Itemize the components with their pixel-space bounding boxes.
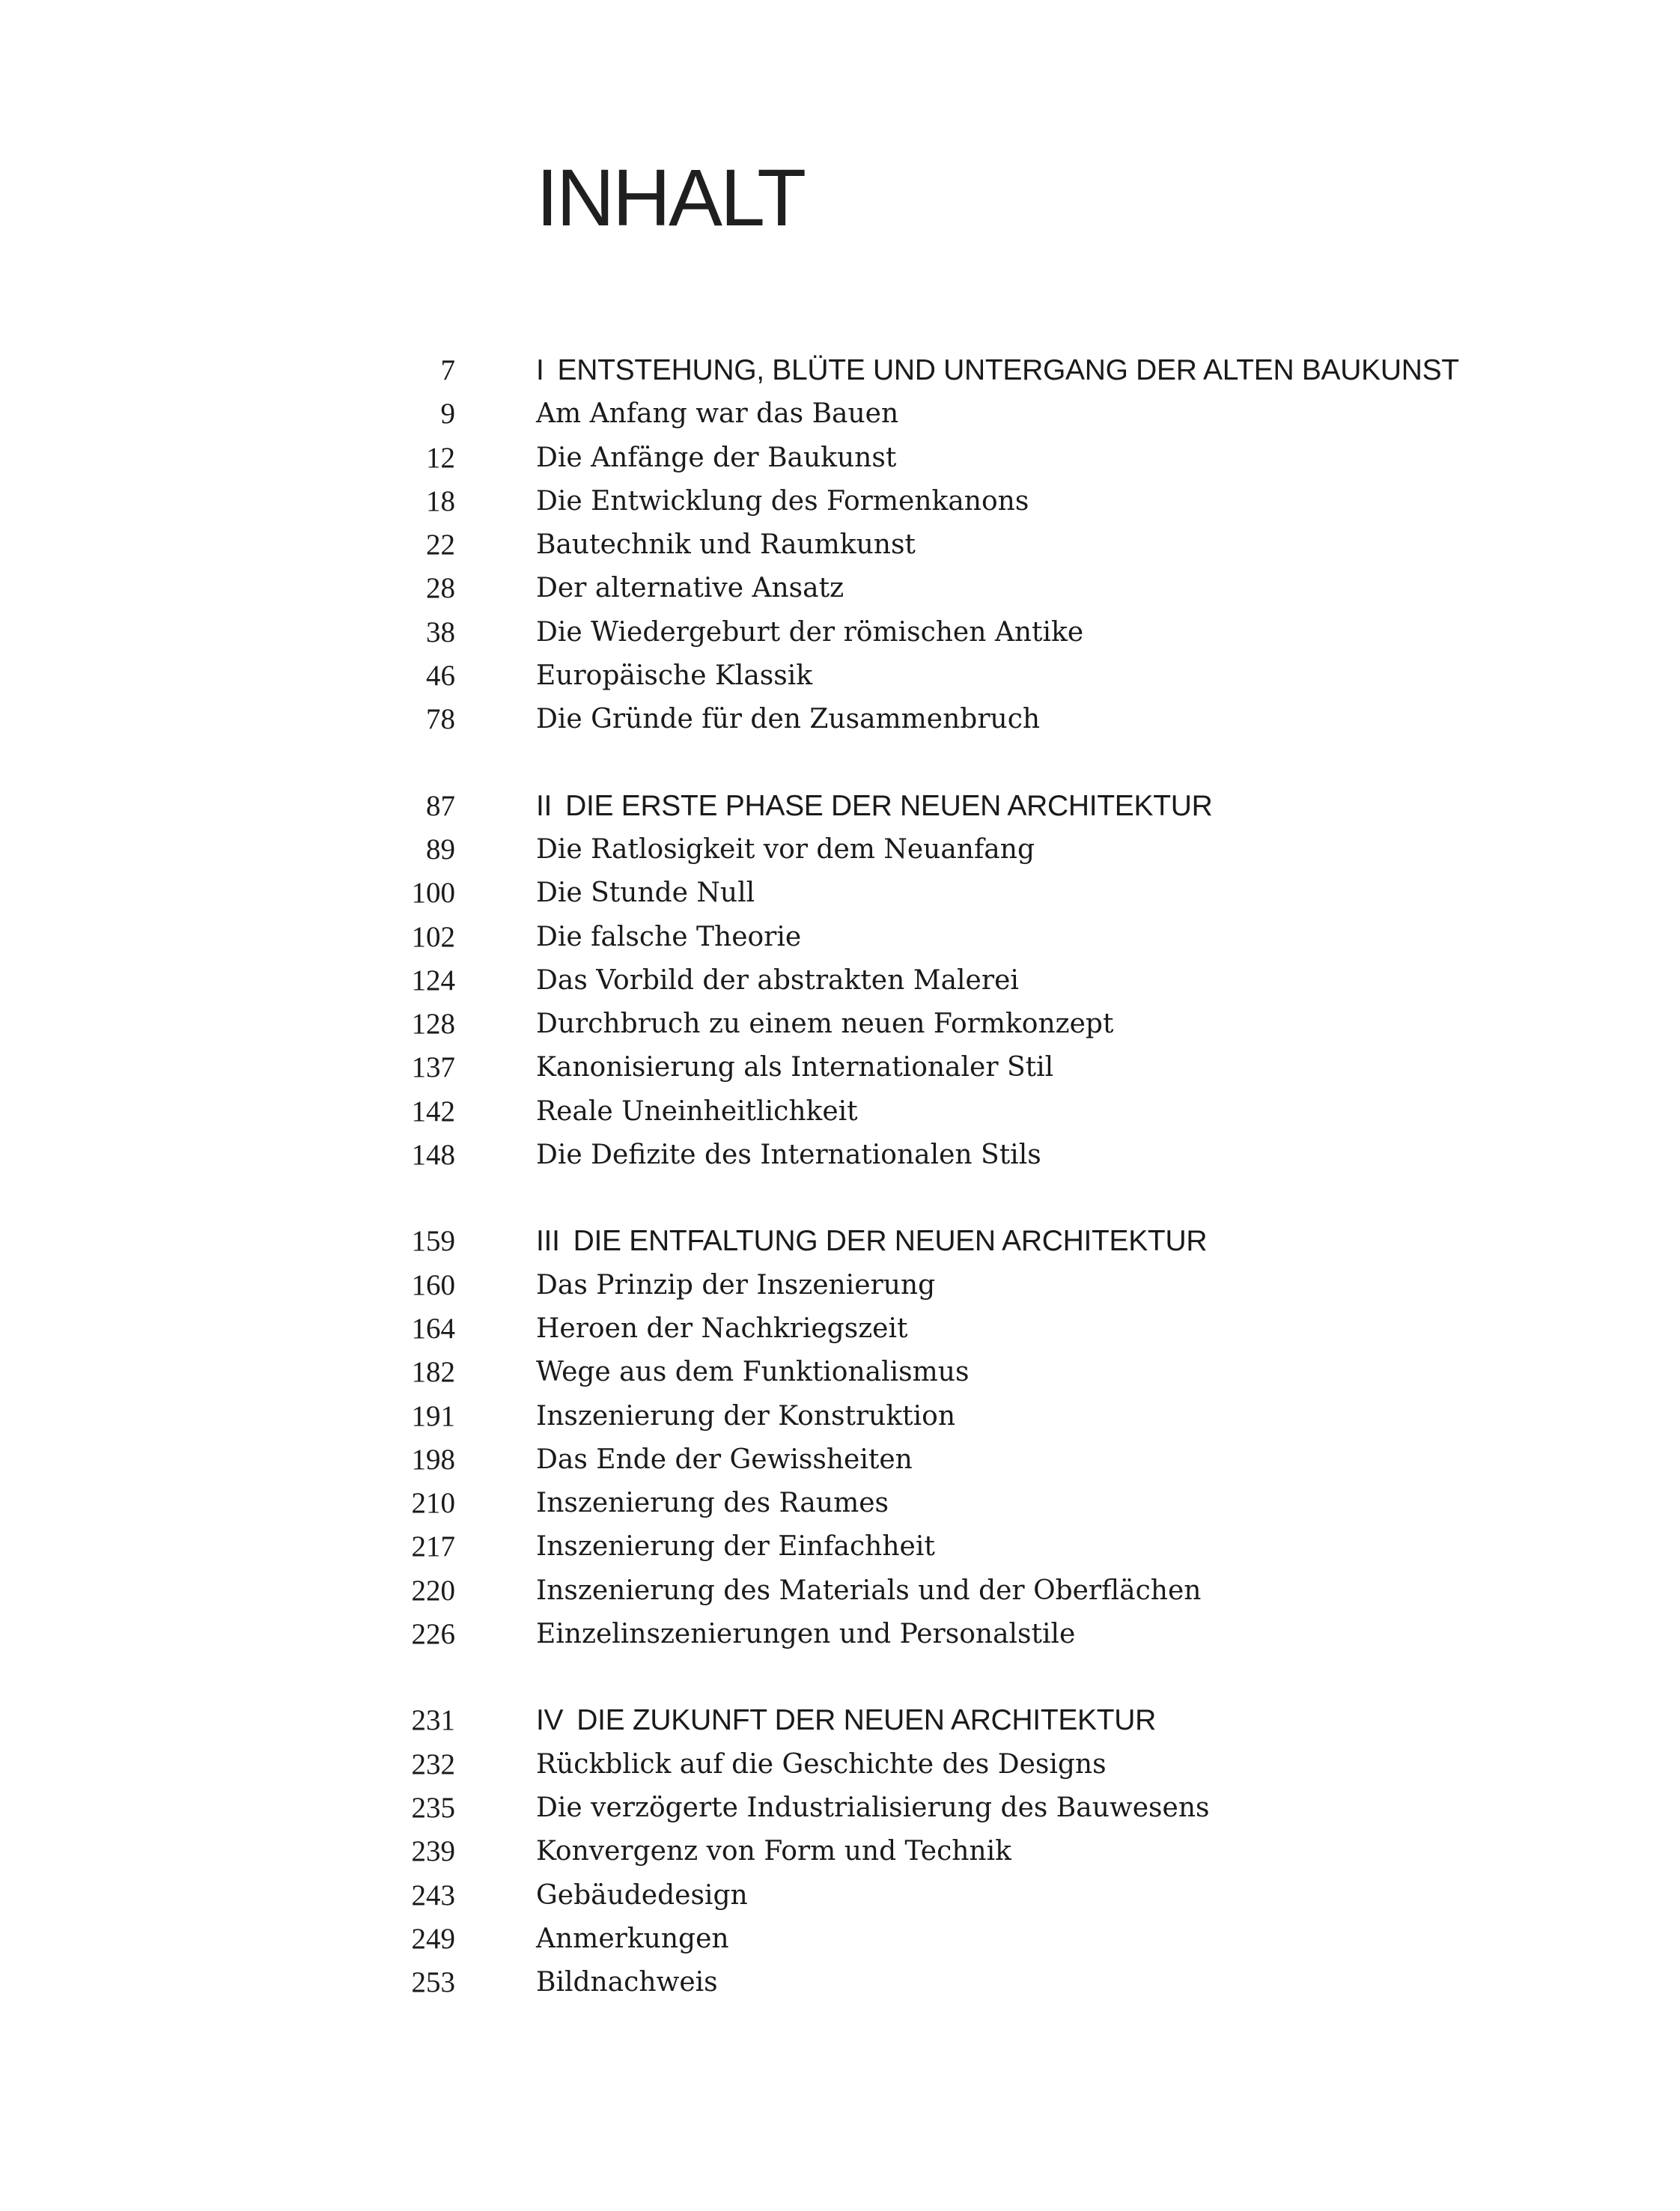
toc-entry[interactable] (0, 1613, 1680, 1656)
section-page-number: 159 (411, 1225, 455, 1258)
entry-page-number: 100 (411, 877, 455, 910)
entry-title: Europäische Klassik (536, 660, 813, 692)
entry-title: Inszenierung der Einfachheit (536, 1531, 935, 1563)
toc-section (0, 1220, 1680, 1656)
entry-title: Kanonisierung als Internationaler Stil (536, 1052, 1054, 1083)
entry-title: Konvergenz von Form und Technik (536, 1836, 1011, 1867)
toc-entry[interactable] (0, 611, 1680, 654)
toc-section (0, 785, 1680, 1178)
entry-page-number: 243 (411, 1879, 455, 1912)
section-heading (536, 785, 1212, 828)
toc-entry[interactable] (0, 437, 1680, 480)
entry-page-number: 239 (411, 1835, 455, 1868)
entry-page-number: 249 (411, 1922, 455, 1955)
section-heading-row[interactable] (0, 1699, 1680, 1742)
entry-page-number: 102 (411, 920, 455, 953)
entry-page-number: 124 (411, 964, 455, 997)
entry-page-number: 253 (411, 1966, 455, 1999)
toc-entry[interactable] (0, 392, 1680, 436)
entry-page-number: 38 (426, 615, 455, 648)
toc-entry[interactable] (0, 828, 1680, 872)
entry-page-number: 210 (411, 1487, 455, 1520)
toc-entry[interactable] (0, 523, 1680, 567)
entry-title: Bildnachweis (536, 1967, 718, 1998)
toc-entry[interactable] (0, 480, 1680, 523)
toc-entry[interactable] (0, 1917, 1680, 1961)
table-of-contents (0, 349, 1680, 2047)
section-heading (536, 1699, 1156, 1742)
entry-title: Der alternative Ansatz (536, 573, 844, 604)
entry-title: Wege aus dem Funktionalismus (536, 1357, 970, 1388)
entry-title: Am Anfang war das Bauen (536, 398, 899, 430)
entry-title: Gebäudedesign (536, 1879, 748, 1911)
toc-entry[interactable] (0, 1438, 1680, 1482)
entry-title: Die Gründe für den Zusammenbruch (536, 704, 1041, 735)
section-heading-text: DIE ERSTE PHASE DER NEUEN ARCHITEKTUR (565, 789, 1213, 822)
toc-section (0, 1699, 1680, 2004)
entry-page-number: 217 (411, 1530, 455, 1563)
toc-entry[interactable] (0, 567, 1680, 610)
page-title: INHALT (536, 152, 805, 243)
section-heading (536, 349, 1459, 392)
section-heading (536, 1220, 1207, 1263)
entry-title: Durchbruch zu einem neuen Formkonzept (536, 1009, 1114, 1040)
section-page-number: 7 (440, 354, 455, 386)
toc-entry[interactable] (0, 1786, 1680, 1830)
toc-entry[interactable] (0, 1046, 1680, 1089)
entry-page-number: 78 (426, 703, 455, 736)
toc-entry[interactable] (0, 872, 1680, 915)
toc-entry[interactable] (0, 959, 1680, 1003)
toc-entry[interactable] (0, 1830, 1680, 1873)
entry-title: Das Vorbild der abstrakten Malerei (536, 964, 1019, 996)
entry-title: Einzelinszenierungen und Personalstile (536, 1619, 1076, 1650)
toc-entry[interactable] (0, 1569, 1680, 1613)
entry-title: Das Prinzip der Inszenierung (536, 1269, 936, 1301)
entry-page-number: 160 (411, 1268, 455, 1301)
toc-entry[interactable] (0, 654, 1680, 698)
entry-title: Reale Uneinheitlichkeit (536, 1095, 858, 1127)
section-heading-row[interactable] (0, 1220, 1680, 1263)
entry-title: Die Anfänge der Baukunst (536, 442, 897, 473)
entry-page-number: 220 (411, 1574, 455, 1607)
entry-title: Die falsche Theorie (536, 921, 802, 952)
entry-title: Das Ende der Gewissheiten (536, 1444, 913, 1475)
toc-entry[interactable] (0, 1090, 1680, 1134)
entry-page-number: 164 (411, 1312, 455, 1345)
entry-page-number: 182 (411, 1356, 455, 1389)
entry-title: Heroen der Nachkriegszeit (536, 1313, 908, 1344)
toc-entry[interactable] (0, 698, 1680, 741)
toc-entry[interactable] (0, 1874, 1680, 1917)
entry-title: Rückblick auf die Geschichte des Designs (536, 1748, 1107, 1780)
entry-page-number: 128 (411, 1008, 455, 1041)
entry-title: Die Entwicklung des Formenkanons (536, 485, 1029, 517)
entry-page-number: 148 (411, 1139, 455, 1172)
section-numeral: II (536, 789, 553, 822)
entry-title: Anmerkungen (536, 1923, 729, 1954)
entry-title: Die verzögerte Industrialisierung des Bauwesens (536, 1792, 1210, 1823)
entry-page-number: 191 (411, 1399, 455, 1432)
toc-entry[interactable] (0, 1134, 1680, 1177)
toc-entry[interactable] (0, 1307, 1680, 1351)
toc-entry[interactable] (0, 1961, 1680, 2004)
section-heading-text: ENTSTEHUNG, BLÜTE UND UNTERGANG DER ALTEN BAUKUNST (557, 354, 1459, 386)
section-numeral: III (536, 1225, 560, 1258)
entry-page-number: 142 (411, 1095, 455, 1128)
toc-entry[interactable] (0, 1351, 1680, 1394)
toc-entry[interactable] (0, 916, 1680, 959)
toc-entry[interactable] (0, 1743, 1680, 1786)
entry-page-number: 235 (411, 1791, 455, 1824)
entry-page-number: 46 (426, 660, 455, 693)
section-heading-text: DIE ENTFALTUNG DER NEUEN ARCHITEKTUR (573, 1225, 1208, 1258)
toc-section (0, 349, 1680, 742)
entry-page-number: 22 (426, 529, 455, 562)
entry-page-number: 28 (426, 572, 455, 605)
entry-page-number: 198 (411, 1443, 455, 1476)
entry-title: Bautechnik und Raumkunst (536, 529, 916, 561)
entry-page-number: 18 (426, 484, 455, 517)
entry-title: Die Ratlosigkeit vor dem Neuanfang (536, 833, 1035, 865)
section-numeral: I (536, 354, 544, 386)
entry-page-number: 232 (411, 1748, 455, 1780)
entry-page-number: 89 (426, 833, 455, 866)
section-heading-row[interactable] (0, 349, 1680, 392)
toc-entry[interactable] (0, 1264, 1680, 1307)
entry-page-number: 9 (440, 398, 455, 431)
entry-title: Inszenierung des Materials und der Oberflächen (536, 1575, 1202, 1606)
toc-entry[interactable] (0, 1482, 1680, 1525)
section-heading-text: DIE ZUKUNFT DER NEUEN ARCHITEKTUR (576, 1704, 1157, 1737)
entry-title: Die Stunde Null (536, 878, 755, 909)
section-numeral: IV (536, 1704, 564, 1737)
entry-page-number: 226 (411, 1618, 455, 1651)
entry-title: Die Wiedergeburt der römischen Antike (536, 616, 1084, 648)
section-page-number: 231 (411, 1704, 455, 1737)
entry-title: Inszenierung des Raumes (536, 1488, 889, 1519)
entry-title: Inszenierung der Konstruktion (536, 1400, 956, 1432)
toc-entry[interactable] (0, 1395, 1680, 1438)
section-heading-row[interactable] (0, 785, 1680, 828)
toc-entry[interactable] (0, 1003, 1680, 1046)
entry-page-number: 12 (426, 441, 455, 474)
entry-page-number: 137 (411, 1051, 455, 1084)
toc-entry[interactable] (0, 1525, 1680, 1569)
entry-title: Die Defizite des Internationalen Stils (536, 1140, 1041, 1171)
section-page-number: 87 (426, 789, 455, 822)
